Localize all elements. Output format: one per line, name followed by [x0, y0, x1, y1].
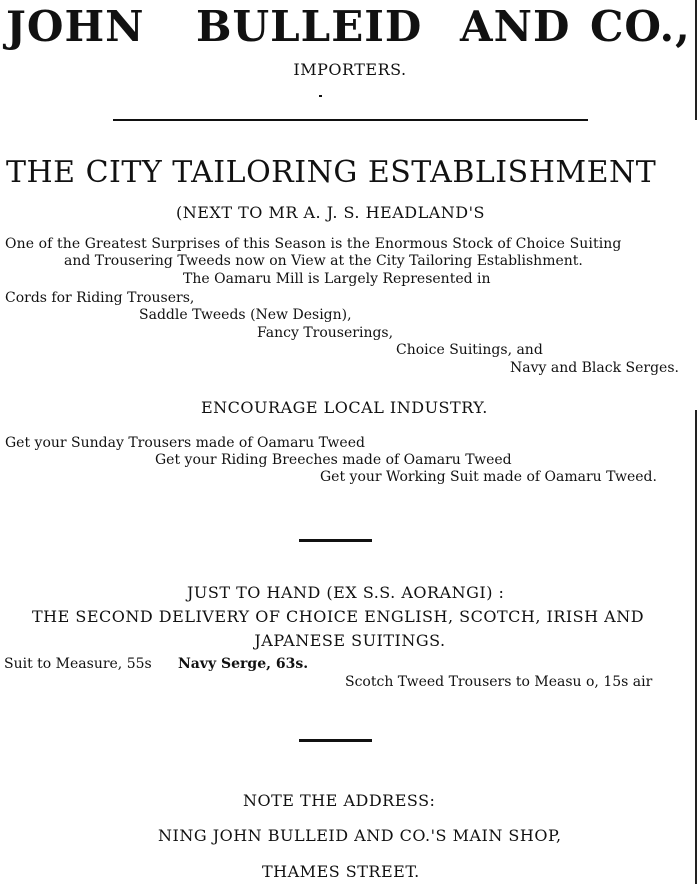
section-divider: [299, 539, 372, 542]
price-serge: Navy Serge, 63s.: [178, 656, 309, 672]
intro-line-3: The Oamaru Mill is Largely Represented in: [183, 271, 491, 287]
price-suit: Suit to Measure, 55s: [4, 656, 152, 672]
industry-line: Get your Sunday Trousers made of Oamaru Tweed: [5, 435, 365, 451]
scan-edge: [695, 0, 697, 120]
address-heading: NOTE THE ADDRESS:: [243, 791, 436, 810]
establishment-title: THE CITY TAILORING ESTABLISHMENT: [6, 155, 657, 190]
stock-item: Cords for Riding Trousers,: [5, 290, 195, 306]
arrival-line-1: THE SECOND DELIVERY OF CHOICE ENGLISH, SCOTCH, IRISH AND: [32, 607, 645, 626]
address-line-2: THAMES STREET.: [262, 862, 420, 881]
industry-heading: ENCOURAGE LOCAL INDUSTRY.: [201, 398, 488, 417]
header-word-bulleid: BULLEID: [196, 2, 423, 51]
stock-item: Navy and Black Serges.: [510, 360, 679, 376]
arrival-line-2: JAPANESE SUITINGS.: [254, 631, 446, 650]
header-word-john: JOHN: [6, 2, 145, 51]
stock-item: Choice Suitings, and: [396, 342, 543, 358]
intro-line-1: One of the Greatest Surprises of this Season is the Enormous Stock of Choice Suiting: [5, 236, 622, 252]
scan-edge: [695, 410, 697, 884]
section-divider: [299, 739, 372, 742]
industry-line: Get your Working Suit made of Oamaru Tweed.: [320, 469, 657, 485]
stock-item: Saddle Tweeds (New Design),: [139, 307, 352, 323]
industry-line: Get your Riding Breeches made of Oamaru Tweed: [155, 452, 512, 468]
header-subtitle: IMPORTERS.: [293, 60, 407, 79]
dot-ornament: [319, 95, 322, 97]
address-line-1: NING JOHN BULLEID AND CO.'S MAIN SHOP,: [158, 826, 562, 845]
header-divider: [113, 119, 588, 121]
arrival-heading: JUST TO HAND (EX S.S. AORANGI) :: [187, 583, 505, 602]
price-trousers: Scotch Tweed Trousers to Measu o, 15s air: [345, 674, 653, 690]
header-word-and: AND: [460, 2, 571, 51]
header-word-co: CO.,: [590, 2, 691, 51]
stock-item: Fancy Trouserings,: [257, 325, 394, 341]
intro-line-2: and Trousering Tweeds now on View at the City Tailoring Establishment.: [64, 253, 583, 269]
establishment-location: (NEXT TO MR A. J. S. HEADLAND'S: [176, 203, 485, 222]
